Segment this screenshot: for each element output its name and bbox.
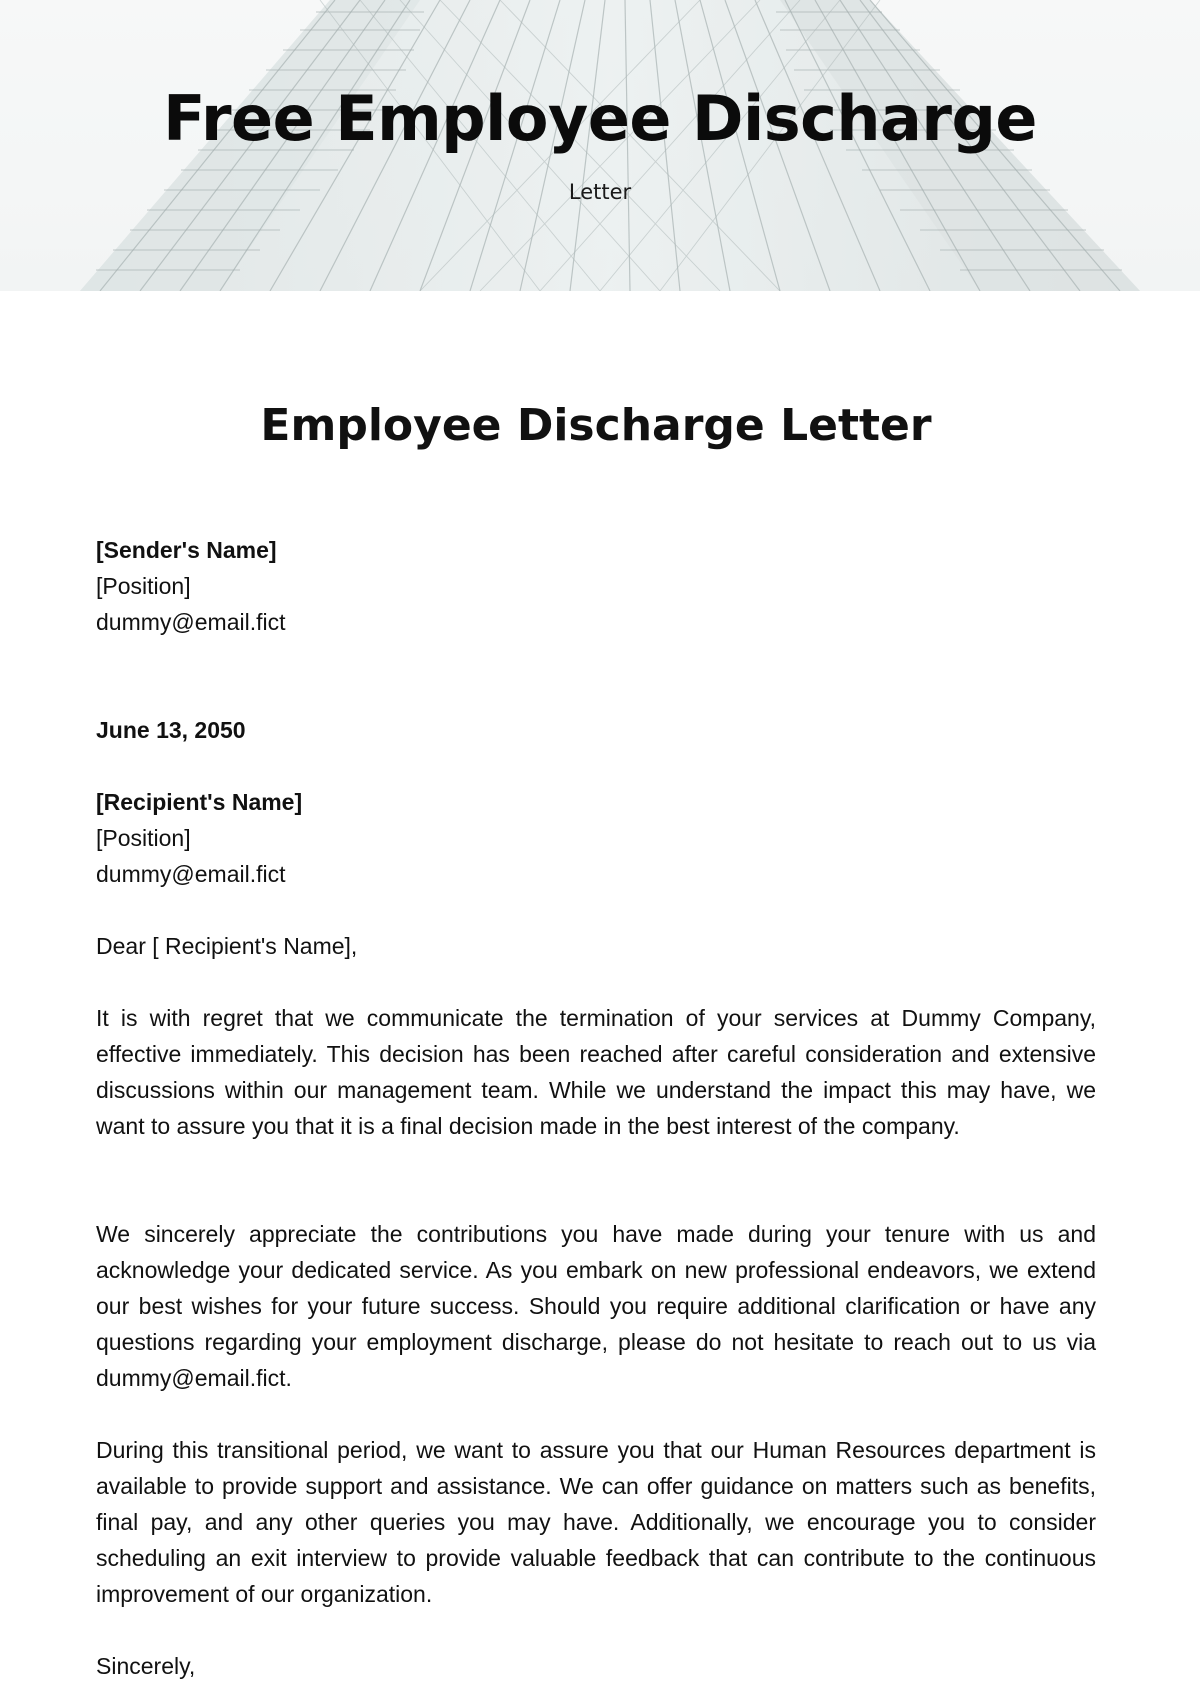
paragraph-3: During this transitional period, we want to assure you that our Human Resources department is available to provide support and assistance. We can offer guidance on matters such as benefits, final pay, and any other queries you may have. Additionally, we encourage you to consider scheduling an exit interview to provide valuable feedback that can contribute to the continuous improvement of our organization.: [96, 1437, 1096, 1607]
recipient-position: [Position]: [96, 825, 191, 851]
salutation: Dear [ Recipient's Name],: [96, 933, 358, 959]
sender-email: dummy@email.fict: [96, 609, 286, 635]
banner-subtitle: Letter: [568, 180, 632, 204]
sender-name: [Sender's Name]: [96, 537, 277, 563]
paragraph-2: We sincerely appreciate the contributions you have made during your tenure with us and acknowledge your dedicated service. As you embark on new professional endeavors, we extend our best wishes for your future success. Should you require additional clarification or have any questions regarding your employment discharge, please do not hesitate to reach out to us via dummy@email.fict.: [96, 1221, 1096, 1391]
sender-position: [Position]: [96, 573, 191, 599]
letter-date: June 13, 2050: [96, 717, 246, 743]
banner-title: Free Employee Discharge: [163, 82, 1037, 155]
recipient-name: [Recipient's Name]: [96, 789, 303, 815]
paragraph-1: It is with regret that we communicate the termination of your services at Dummy Company, effective immediately. This decision has been reached after careful consideration and extensive discussions within our management team. While we understand the impact this may have, we want to assure you that it is a final decision made in the best interest of the company.: [96, 1005, 1096, 1139]
recipient-email: dummy@email.fict: [96, 861, 286, 887]
header-banner: [0, 0, 1200, 291]
document-title: Employee Discharge Letter: [260, 400, 932, 451]
closing: Sincerely,: [96, 1653, 196, 1679]
